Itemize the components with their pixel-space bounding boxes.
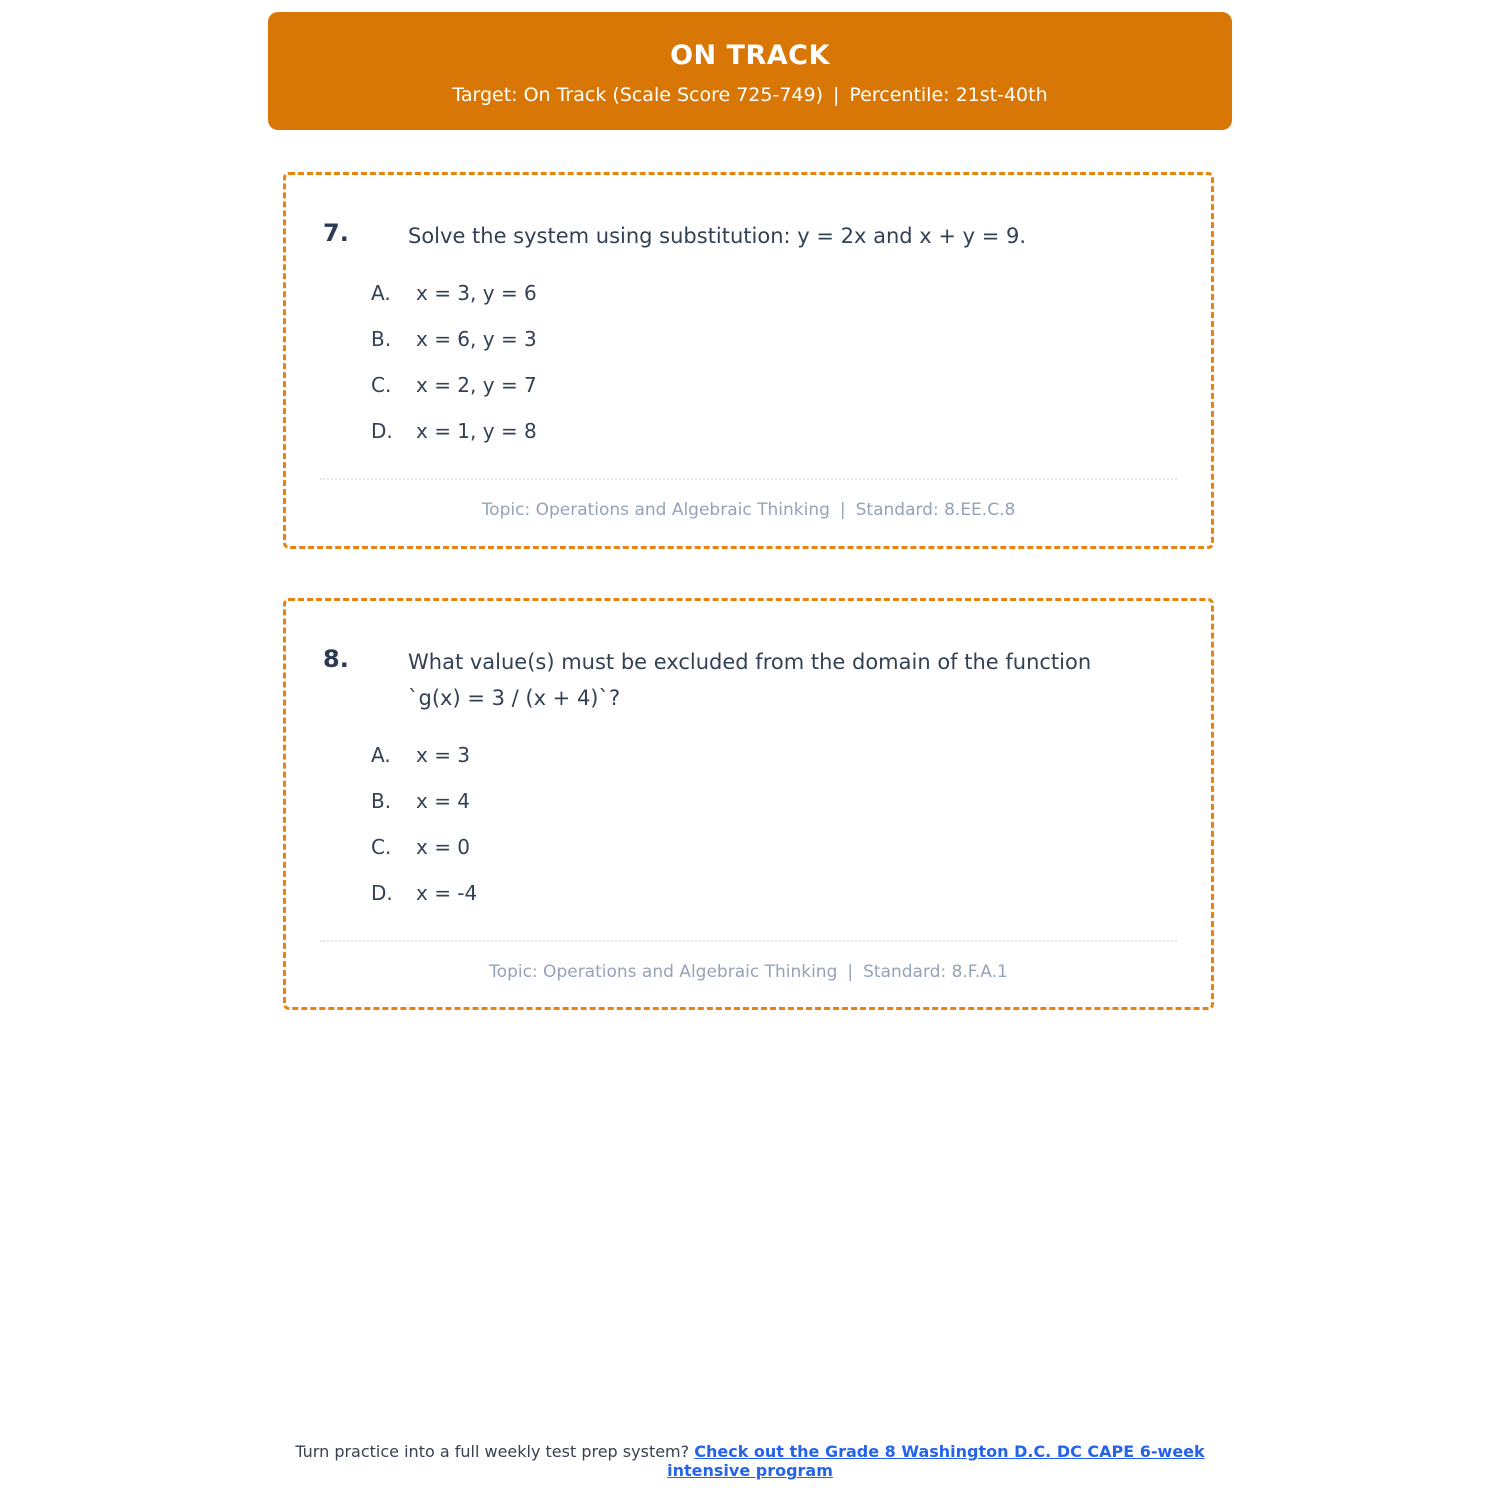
question-7-text: Solve the system using substitution: y = 2x and x + y = 9. — [408, 224, 1027, 248]
option-row-a — [371, 282, 1177, 304]
question-8-text — [408, 644, 1091, 716]
option-letter: D. — [371, 881, 393, 905]
standard-label: Standard: 8.EE.C.8 — [855, 500, 1016, 520]
card-divider — [320, 478, 1177, 480]
question-7-number: 7. — [323, 219, 349, 247]
band-subtitle — [268, 84, 1232, 106]
question-8-options — [371, 744, 1177, 904]
option-row-b — [371, 328, 1177, 350]
band-title: ON TRACK — [670, 40, 830, 71]
option-letter: C. — [371, 835, 392, 859]
question-8-number: 8. — [323, 645, 349, 673]
question-8-line2: `g(x) = 3 / (x + 4)`? — [408, 686, 621, 710]
question-7-options — [371, 282, 1177, 442]
question-card-7 — [283, 172, 1214, 549]
option-letter: D. — [371, 419, 393, 443]
option-text: x = -4 — [416, 881, 478, 905]
meta-separator: | — [839, 500, 846, 520]
promo-text: Turn practice into a full weekly test prep system? — [295, 1442, 695, 1461]
option-text: x = 0 — [416, 835, 471, 859]
question-card-8 — [283, 598, 1214, 1010]
question-8-row — [320, 644, 1177, 716]
option-text: x = 2, y = 7 — [416, 373, 537, 397]
performance-band-banner — [268, 12, 1232, 130]
option-text: x = 3, y = 6 — [416, 281, 537, 305]
option-letter: B. — [371, 327, 392, 351]
option-row-d — [371, 420, 1177, 442]
option-row-c — [371, 836, 1177, 858]
band-percentile: Percentile: 21st-40th — [849, 84, 1048, 106]
option-row-b — [371, 790, 1177, 812]
meta-separator: | — [847, 962, 854, 982]
topic-label: Topic: Operations and Algebraic Thinking — [481, 500, 830, 520]
promo-program-link[interactable]: Check out the Grade 8 Washington D.C. DC CAPE 6-week intensive program — [667, 1442, 1205, 1480]
option-text: x = 1, y = 8 — [416, 419, 537, 443]
option-row-c — [371, 374, 1177, 396]
question-7-row — [320, 218, 1177, 254]
question-7-meta — [320, 500, 1177, 520]
option-row-a — [371, 744, 1177, 766]
option-letter: A. — [371, 743, 391, 767]
option-row-d — [371, 882, 1177, 904]
option-letter: B. — [371, 789, 392, 813]
option-letter: C. — [371, 373, 392, 397]
topic-label: Topic: Operations and Algebraic Thinking — [489, 962, 838, 982]
option-text: x = 4 — [416, 789, 471, 813]
option-letter: A. — [371, 281, 391, 305]
question-8-meta — [320, 962, 1177, 982]
question-8-line1: What value(s) must be excluded from the domain of the function — [408, 650, 1092, 674]
promo-footer — [270, 1442, 1230, 1480]
band-separator: | — [833, 84, 840, 106]
card-divider — [320, 940, 1177, 942]
option-text: x = 6, y = 3 — [416, 327, 537, 351]
standard-label: Standard: 8.F.A.1 — [863, 962, 1008, 982]
option-text: x = 3 — [416, 743, 471, 767]
band-target: Target: On Track (Scale Score 725-749) — [452, 84, 823, 106]
